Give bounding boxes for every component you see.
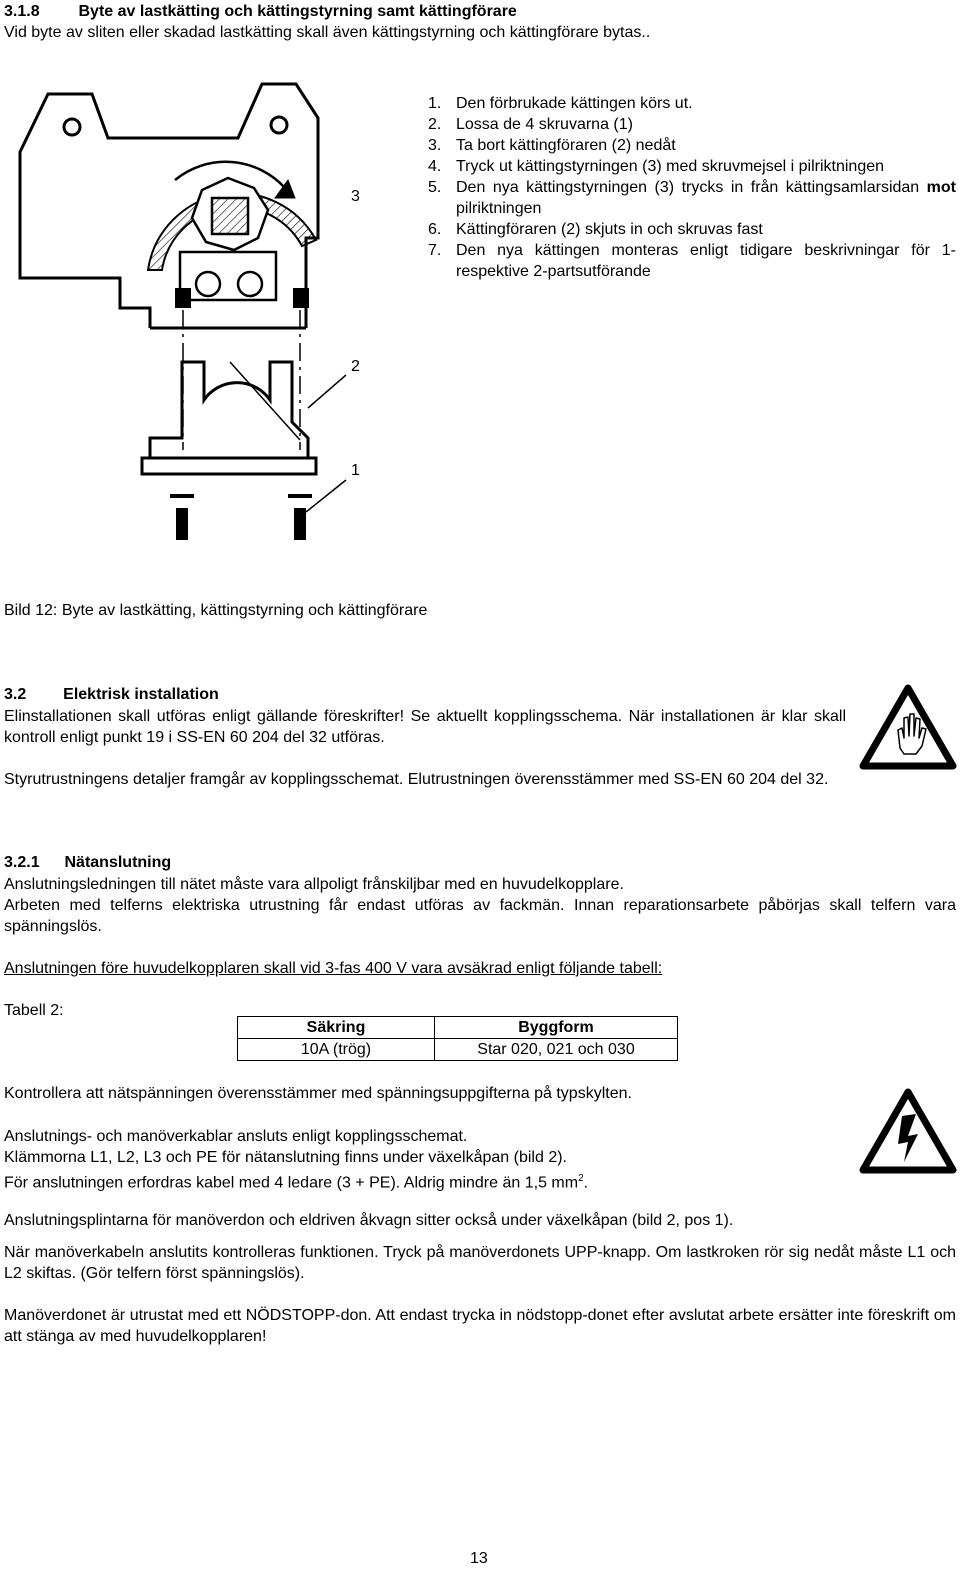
- section-32-para1: Elinstallationen skall utföras enligt gällande föreskrifter! Se aktuellt kopplingsschema. När installationen är klar skall kontroll enligt punkt 19 i SS-EN 60 204 del 32 utföras.: [4, 708, 846, 746]
- table-header: Säkring: [238, 1017, 435, 1039]
- step-number: 4.: [428, 158, 442, 175]
- step-number: 1.: [428, 95, 442, 112]
- step-number: 5.: [428, 179, 442, 196]
- centre-lines: [183, 310, 300, 450]
- section-32-title: Elektrisk installation: [63, 686, 219, 703]
- step-text: Lossa de 4 skruvarna (1): [456, 116, 633, 133]
- table-row: [238, 1039, 678, 1061]
- list-item: [428, 156, 956, 177]
- fuse-requirement: Anslutningen före huvudelkopplaren skall vid 3-fas 400 V vara avsäkrad enligt följande tabell:: [4, 960, 663, 977]
- list-item: [428, 93, 956, 114]
- section-318-title: Byte av lastkätting och kättingstyrning samt kättingförare: [78, 3, 517, 20]
- list-item: [428, 177, 956, 219]
- hand-warning-icon: [858, 682, 958, 772]
- step-text: Ta bort kättingföraren (2) nedåt: [456, 137, 676, 154]
- step-text: Den förbrukade kättingen körs ut.: [456, 95, 693, 112]
- list-item: [428, 114, 956, 135]
- table-label: Tabell 2:: [4, 1002, 64, 1019]
- chain-guide-drawing: [0, 70, 430, 570]
- list-item: [428, 240, 956, 282]
- section-318-heading: [4, 1, 517, 22]
- table-cell: Star 020, 021 och 030: [435, 1039, 678, 1061]
- cable-line-1: Anslutnings- och manöverkablar ansluts enligt kopplingsschemat.: [4, 1128, 468, 1145]
- step-text-pre: Den nya kättingstyrningen (3) trycks in från kättingsamlarsidan: [456, 179, 927, 196]
- leader-lines: [306, 375, 346, 512]
- mounting-screws: [170, 494, 312, 540]
- procedure-list: [428, 93, 956, 282]
- step-text: Den nya kättingen monteras enligt tidigare beskrivningar för 1- respektive 2-partsutförande: [456, 242, 956, 280]
- cable-line-2: Klämmorna L1, L2, L3 och PE för nätanslutning finns under växelkåpan (bild 2).: [4, 1149, 567, 1166]
- table-header-row: [238, 1017, 678, 1039]
- fuse-table: [237, 1016, 678, 1061]
- list-item: [428, 219, 956, 240]
- step-text: [456, 177, 956, 219]
- screw-heads-top: [175, 288, 309, 308]
- step-number: 7.: [428, 242, 442, 259]
- step-number: 2.: [428, 116, 442, 133]
- section-32-number: 3.2: [4, 686, 27, 703]
- section-32-para2: Styrutrustningens detaljer framgår av kopplingsschemat. Elutrustningen överensstämmer med SS-EN 60 204 del 32.: [4, 771, 829, 788]
- table-cell: 10A (trög): [238, 1039, 435, 1061]
- electrical-hazard-icon: [858, 1086, 958, 1176]
- chain-driver: [142, 362, 316, 474]
- chain-guide-lower-block: [180, 252, 276, 300]
- cable-sup: 2: [578, 1173, 584, 1184]
- figure-label-2: 2: [351, 358, 360, 375]
- emergency-stop-note: Manöverdonet är utrustat med ett NÖDSTOPP-don. Att endast trycka in nödstopp-donet efter avslutat arbete ersätter inte föreskrift om att stänga av med huvudelkopplaren!: [4, 1307, 956, 1345]
- section-321-heading: [4, 852, 171, 873]
- sprocket: [192, 178, 268, 250]
- step-text: Kättingföraren (2) skjuts in och skruvas fast: [456, 221, 763, 238]
- section-32-heading: [4, 684, 219, 705]
- cable-line-3: [4, 1168, 588, 1193]
- section-321-para2: Arbeten med telferns elektriska utrustning får endast utföras av fackmän. Innan reparationsarbete påbörjas skall telfern vara spänningslös.: [4, 897, 956, 935]
- step-text-post: pilriktningen: [456, 200, 542, 217]
- function-check: När manöverkabeln anslutits kontrolleras funktionen. Tryck på manöverdonets UPP-knapp. Om lastkroken rör sig nedåt måste L1 och L2 skiftas. (Gör telfern först spänningslös).: [4, 1244, 956, 1282]
- step-text: Tryck ut kättingstyrningen (3) med skruvmejsel i pilriktningen: [456, 158, 885, 175]
- cable-line-3-end: .: [583, 1174, 589, 1192]
- step-text-bold: mot: [926, 179, 956, 196]
- step-number: 6.: [428, 221, 442, 238]
- page-number: 13: [470, 1550, 488, 1567]
- list-item: [428, 135, 956, 156]
- figure-label-3: 3: [351, 188, 360, 205]
- figure-label-1: 1: [351, 462, 360, 479]
- cable-line-3-text: För anslutningen erfordras kabel med 4 ledare (3 + PE). Aldrig mindre än 1,5 mm: [4, 1174, 579, 1192]
- section-321-number: 3.2.1: [4, 854, 40, 871]
- section-318-number: 3.1.8: [4, 3, 40, 20]
- section-321-title: Nätanslutning: [64, 854, 172, 871]
- table-header: Byggform: [435, 1017, 678, 1039]
- terminals-note: Anslutningsplintarna för manöverdon och eldriven åkvagn sitter också under växelkåpan (bild 2, pos 1).: [4, 1212, 734, 1229]
- section-321-line1: Anslutningsledningen till nätet måste vara allpoligt frånskiljbar med en huvudelkopplare.: [4, 876, 624, 893]
- figure-caption: Bild 12: Byte av lastkätting, kättingstyrning och kättingförare: [4, 602, 428, 619]
- voltage-check: Kontrollera att nätspänningen överensstämmer med spänningsuppgifterna på typskylten.: [4, 1085, 632, 1102]
- step-number: 3.: [428, 137, 442, 154]
- section-318-intro: Vid byte av sliten eller skadad lastkätting skall även kättingstyrning och kättingförare bytas..: [4, 24, 651, 41]
